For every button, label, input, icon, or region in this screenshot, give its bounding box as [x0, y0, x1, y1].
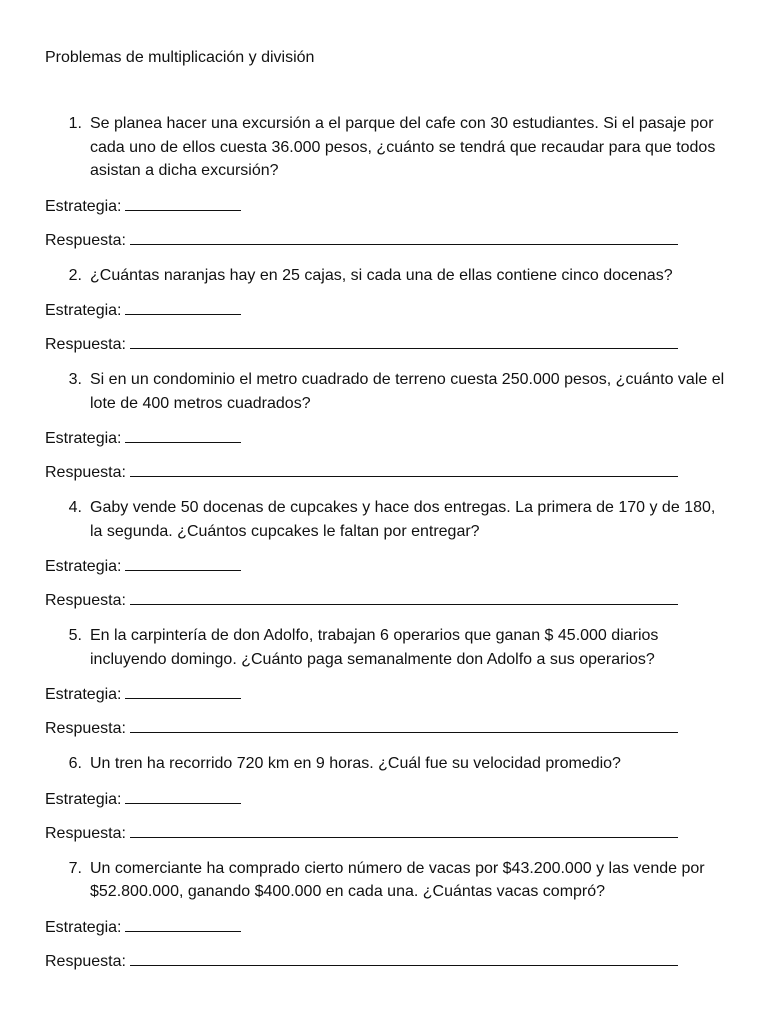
problem-3	[45, 368, 725, 415]
estrategia-label: Estrategia:	[45, 302, 122, 319]
respuesta-blank[interactable]	[130, 823, 678, 838]
respuesta-blank[interactable]	[130, 718, 678, 733]
problem-block-6	[45, 752, 725, 844]
respuesta-label: Respuesta:	[45, 720, 126, 737]
problem-number: 2.	[68, 266, 82, 284]
estrategia-blank[interactable]	[125, 684, 241, 699]
problem-6	[45, 752, 725, 776]
respuesta-field	[45, 718, 725, 739]
respuesta-blank[interactable]	[130, 230, 678, 245]
problem-5	[45, 624, 725, 671]
problem-number: 5.	[68, 627, 82, 644]
problem-text: ¿Cuántas naranjas hay en 25 cajas, si cada una de ellas contiene cinco docenas?	[90, 266, 673, 284]
estrategia-field	[45, 556, 725, 577]
respuesta-blank[interactable]	[130, 462, 678, 477]
respuesta-field	[45, 590, 725, 611]
respuesta-label: Respuesta:	[45, 824, 126, 842]
estrategia-label: Estrategia:	[45, 918, 122, 936]
problem-text: Gaby vende 50 docenas de cupcakes y hace dos entregas. La primera de 170 y de 180, la segunda. ¿Cuántos cupcakes le faltan por entregar?	[90, 499, 716, 540]
problem-number: 6.	[68, 755, 82, 772]
respuesta-label: Respuesta:	[45, 952, 126, 970]
respuesta-field	[45, 951, 725, 972]
estrategia-blank[interactable]	[125, 196, 241, 211]
respuesta-field	[45, 334, 725, 355]
problem-text: Un tren ha recorrido 720 km en 9 horas. ¿Cuál fue su velocidad promedio?	[90, 755, 621, 772]
problem-number: 3.	[68, 371, 82, 388]
problem-text: Se planea hacer una excursión a el parque del cafe con 30 estudiantes. Si el pasaje por cada uno de ellos cuesta 36.000 pesos, ¿cuánto se tendrá que recaudar para que todos asistan a dicha excursión?	[90, 115, 716, 179]
problem-7	[45, 857, 725, 904]
problem-number: 4.	[68, 499, 82, 516]
estrategia-label: Estrategia:	[45, 558, 122, 575]
estrategia-label: Estrategia:	[45, 430, 122, 447]
estrategia-field	[45, 196, 725, 217]
respuesta-label: Respuesta:	[45, 231, 126, 249]
estrategia-field	[45, 428, 725, 449]
estrategia-field	[45, 684, 725, 705]
respuesta-blank[interactable]	[130, 334, 678, 349]
problem-number: 1.	[68, 115, 82, 132]
estrategia-label: Estrategia:	[45, 197, 122, 215]
page-title: Problemas de multiplicación y división	[45, 49, 315, 66]
respuesta-label: Respuesta:	[45, 464, 126, 481]
problem-number: 7.	[68, 859, 82, 877]
estrategia-blank[interactable]	[125, 300, 241, 315]
estrategia-field	[45, 789, 725, 810]
problem-block-2	[45, 264, 725, 356]
respuesta-blank[interactable]	[130, 590, 678, 605]
respuesta-field	[45, 230, 725, 251]
estrategia-field	[45, 300, 725, 321]
problem-block-5	[45, 624, 725, 739]
estrategia-blank[interactable]	[125, 917, 241, 932]
problem-text: Si en un condominio el metro cuadrado de terreno cuesta 250.000 pesos, ¿cuánto vale el lote de 400 metros cuadrados?	[90, 371, 725, 412]
problem-block-3	[45, 368, 725, 483]
respuesta-field	[45, 462, 725, 483]
problem-text: En la carpintería de don Adolfo, trabajan 6 operarios que ganan $ 45.000 diarios incluyendo domingo. ¿Cuánto paga semanalmente don Adolfo a sus operarios?	[90, 627, 659, 668]
respuesta-label: Respuesta:	[45, 336, 126, 353]
problem-list	[45, 112, 725, 972]
estrategia-blank[interactable]	[125, 428, 241, 443]
problem-block-7	[45, 857, 725, 972]
estrategia-field	[45, 917, 725, 938]
problem-2	[45, 264, 725, 288]
respuesta-label: Respuesta:	[45, 592, 126, 609]
estrategia-blank[interactable]	[125, 789, 241, 804]
respuesta-blank[interactable]	[130, 951, 678, 966]
problem-1	[45, 112, 725, 183]
problem-4	[45, 496, 725, 543]
estrategia-label: Estrategia:	[45, 686, 122, 703]
estrategia-blank[interactable]	[125, 556, 241, 571]
respuesta-field	[45, 823, 725, 844]
estrategia-label: Estrategia:	[45, 790, 122, 808]
problem-block-1	[45, 112, 725, 251]
problem-text: Un comerciante ha comprado cierto número de vacas por $43.200.000 y las vende por $52.800.000, ganando $400.000 en cada una. ¿Cuántas vacas compró?	[90, 859, 705, 900]
problem-block-4	[45, 496, 725, 611]
